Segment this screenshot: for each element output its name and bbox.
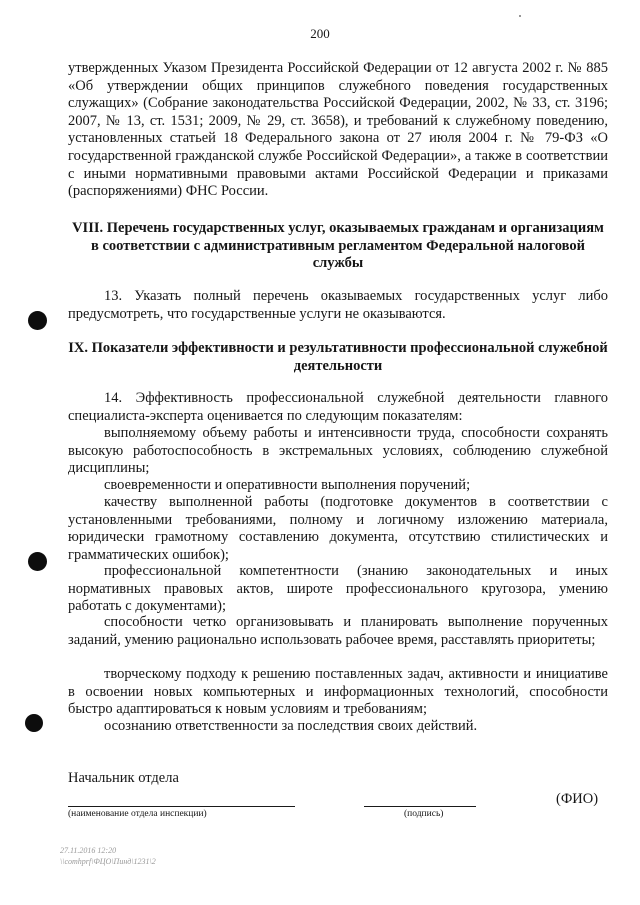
page-number: 200 — [310, 26, 330, 41]
signature-line — [364, 806, 476, 807]
department-caption: (наименование отдела инспекции) — [68, 809, 207, 819]
intro-paragraph: утвержденных Указом Президента Российской Федерации от 12 августа 2002 г. № 885 «Об утверждении общих принципов служебного поведения государственных служащих» (Собрание законодательства Российской Федерации, 2002, № 33, ст. 3196; 2007, № 13, ст. 1531; 2009, № 29, ст. 3658), и требований к служебному поведению, установленных статьей 18 Федерального закона от 27 июля 2004 г. № 79-ФЗ «О государственной гражданской службе Российской Федерации», а также в соответствии с иными нормативными правовыми актами Российской Федерации и приказами (распоряжениями) ФНС России. — [68, 60, 608, 200]
criterion-responsibility: осознанию ответственности за последствия своих действий. — [104, 718, 478, 734]
punch-hole — [25, 714, 43, 732]
criterion-organization: способности четко организовывать и планировать выполнение порученных заданий, умению рационально использовать рабочее время, расставлять приоритеты; — [68, 614, 608, 648]
signatory-title: Начальник отдела — [68, 770, 179, 786]
scan-speck — [519, 15, 521, 17]
criterion-workload: выполняемому объему работы и интенсивности труда, способности сохранять высокую работоспособность в экстремальных условиях, соблюдению служебной дисциплины; — [68, 425, 608, 477]
full-name-label: (ФИО) — [556, 791, 599, 807]
punch-hole — [28, 311, 47, 330]
print-stamp-path: \\comhprf\ФЦО\Пинд\1231\2 — [60, 857, 156, 866]
signature-caption: (подпись) — [404, 809, 444, 819]
criterion-competence: профессиональной компетентности (знанию законодательных и иных нормативных правовых актов, широте профессионального кругозора, умению работать с документами); — [68, 563, 608, 615]
print-stamp-date: 27.11.2016 12:20 — [60, 846, 117, 855]
department-line — [68, 806, 295, 807]
criterion-creativity: творческому подходу к решению поставленных задач, активности и инициативе в освоении новых компьютерных и информационных технологий, способности быстро адаптироваться к новым условиям и требованиям; — [68, 666, 608, 718]
paragraph-14: 14. Эффективность профессиональной служебной деятельности главного специалиста-эксперта оценивается по следующим показателям: — [68, 390, 608, 424]
criterion-timeliness: своевременности и оперативности выполнения поручений; — [104, 477, 471, 493]
paragraph-13: 13. Указать полный перечень оказываемых государственных услуг либо предусмотреть, что государственные услуги не оказываются. — [68, 288, 608, 322]
section-8-heading: VIII. Перечень государственных услуг, оказываемых гражданам и организациям в соответствии с административным регламентом Федеральной налоговой службы — [72, 220, 604, 272]
section-9-heading: IX. Показатели эффективности и результативности профессиональной служебной деятельности — [68, 340, 608, 374]
criterion-quality: качеству выполненной работы (подготовке документов в соответствии с установленными требованиями, полному и логичному изложению материала, юридически грамотному составлению документа, отсутствию стилистических и грамматических ошибок); — [68, 494, 608, 563]
punch-hole — [28, 552, 47, 571]
